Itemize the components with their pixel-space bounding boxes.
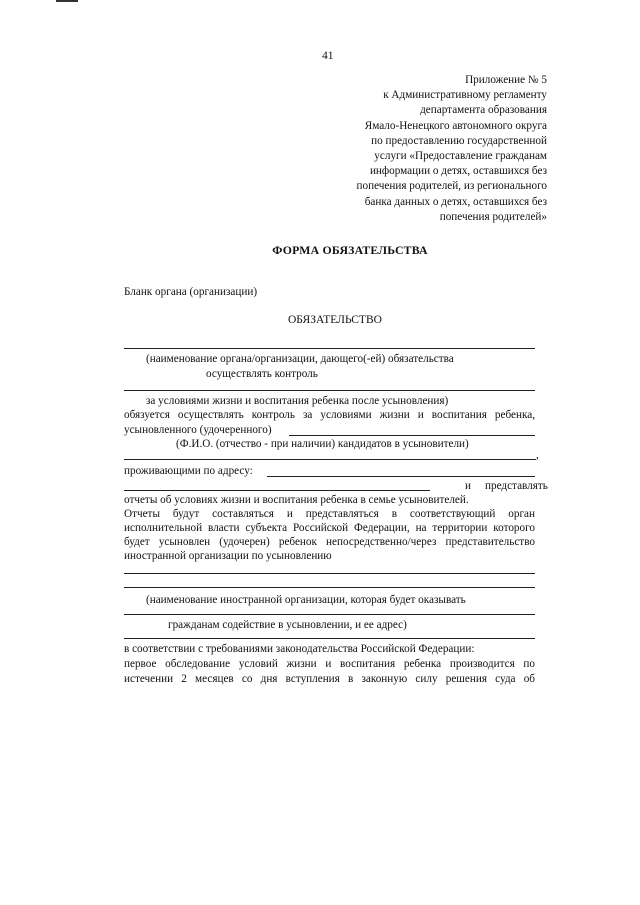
letterhead-label: Бланк органа (организации) — [124, 286, 258, 298]
comma: , — [536, 449, 539, 461]
appendix-line: информации о детях, оставшихся без — [369, 165, 547, 178]
candidates-field-line — [124, 459, 536, 460]
first-exam-line: первое обследование условий жизни и воспитания ребенка производится по — [124, 658, 535, 670]
appendix-line: департамента образования — [420, 104, 547, 117]
conditions-hint: за условиями жизни и воспитания ребенка после усыновления) — [146, 395, 449, 407]
form-title: ФОРМА ОБЯЗАТЕЛЬСТВА — [272, 243, 428, 257]
document-title: ОБЯЗАТЕЛЬСТВО — [288, 314, 382, 326]
foreign-org-field-line-2 — [124, 587, 535, 588]
accordance-line: в соответствии с требованиями законодательства Российской Федерации: — [124, 643, 475, 655]
foreign-org-field-line — [124, 573, 535, 574]
present-word: представлять — [485, 480, 548, 492]
reports-paragraph-line: Отчеты будут составляться и представляться в соответствующий орган — [124, 508, 535, 520]
reports-paragraph-line: исполнительной власти субъекта Российской Федерации, на территории которого — [124, 522, 535, 534]
foreign-org-address-line — [124, 638, 535, 639]
address-field-line-2 — [124, 490, 430, 491]
appendix-line: банка данных о детях, оставшихся без — [364, 195, 547, 208]
organ-name-hint-cont: осуществлять контроль — [206, 368, 318, 380]
address-field-line — [267, 476, 535, 477]
appendix-line: услуги «Предоставление гражданам — [374, 150, 547, 163]
foreign-org-hint: (наименование иностранной организации, которая будет оказывать — [146, 594, 466, 606]
fio-hint: (Ф.И.О. (отчество - при наличии) кандидатов в усыновители) — [176, 438, 469, 450]
page-number: 41 — [322, 50, 334, 62]
and-word: и — [465, 480, 471, 492]
reports-paragraph-line: иностранной организации по усыновлению — [124, 550, 332, 562]
control-field-line — [124, 390, 535, 391]
address-label: проживающими по адресу: — [124, 465, 253, 477]
foreign-org-field-line-3 — [124, 614, 535, 615]
obliges-line: обязуется осуществлять контроль за условиями жизни и воспитания ребенка, — [124, 409, 535, 421]
appendix-line: попечения родителей, из регионального — [356, 180, 547, 193]
reports-line: отчеты об условиях жизни и воспитания ребенка в семье усыновителей. — [124, 494, 469, 506]
foreign-org-hint-cont: гражданам содействие в усыновлении, и ее адрес) — [168, 619, 407, 631]
reports-paragraph-line: будет усыновлен (удочерен) ребенок непосредственно/через представительство — [124, 536, 535, 548]
appendix-line: попечения родителей» — [439, 210, 547, 223]
adopted-child-field-line — [289, 435, 535, 436]
organ-name-hint: (наименование органа/организации, дающего(-ей) обязательства — [146, 353, 454, 365]
appendix-line: к Административному регламенту — [383, 89, 547, 102]
organ-name-field-line — [124, 348, 535, 349]
appendix-line: Приложение № 5 — [465, 74, 547, 86]
appendix-line: Ямало-Ненецкого автономного округа — [364, 119, 547, 132]
first-exam-line: истечении 2 месяцев со дня вступления в законную силу решения суда об — [124, 673, 535, 685]
appendix-line: по предоставлению государственной — [371, 134, 547, 147]
adopted-label: усыновленного (удочеренного) — [124, 424, 272, 436]
scan-corner-mark — [56, 0, 78, 2]
appendix-header — [357, 73, 547, 225]
